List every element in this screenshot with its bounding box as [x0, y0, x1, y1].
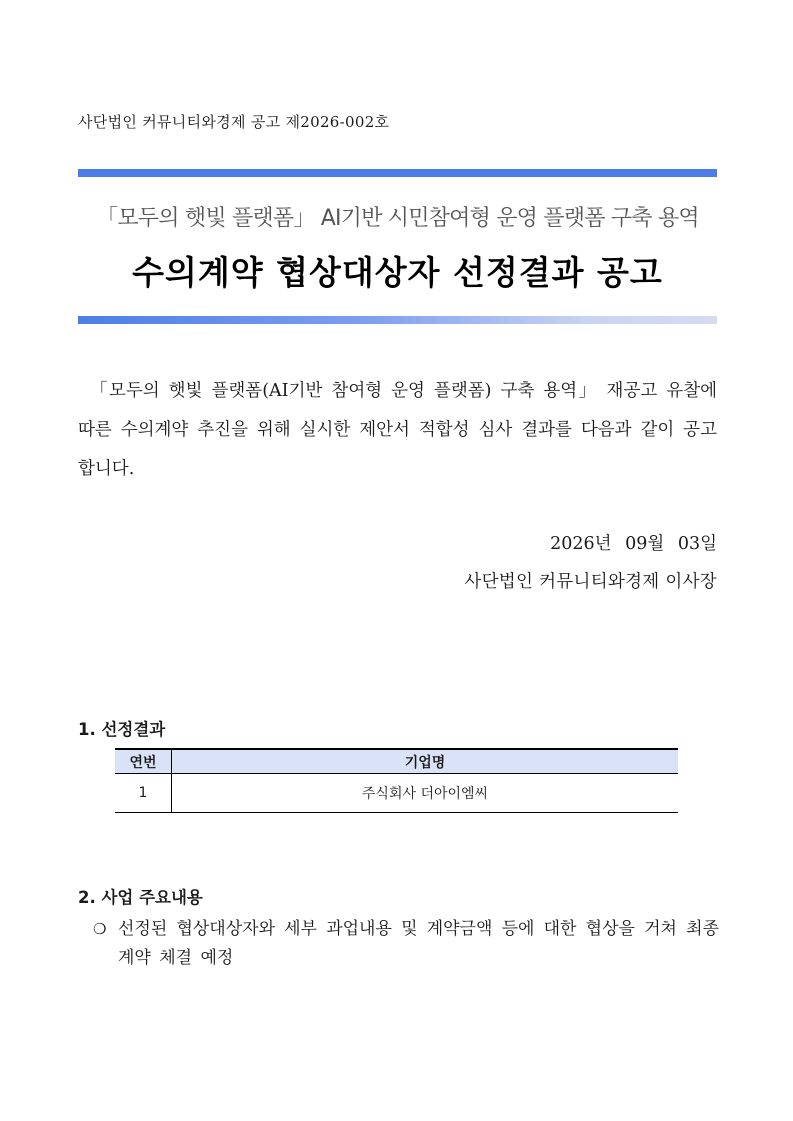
table-row	[115, 774, 678, 813]
bottom-divider-bar	[78, 316, 717, 324]
top-divider-bar	[78, 169, 717, 177]
section-heading-project-details: 2. 사업 주요내용	[78, 888, 203, 907]
cell-company: 주식회사 더아이엠씨	[172, 774, 679, 813]
notice-number: 사단법인 커뮤니티와경제 공고 제2026-002호	[78, 113, 390, 131]
bullet-text: 선정된 협상대상자와 세부 과업내용 및 계약금액 등에 대한 협상을 거쳐 최종 계약 체결 예정	[118, 919, 719, 968]
project-subtitle: 「모두의 햇빛 플랫폼」 AI기반 시민참여형 운영 플랫폼 구축 용역	[96, 206, 699, 231]
bullet-item	[93, 915, 719, 973]
body-paragraph: 「모두의 햇빛 플랫폼(AI기반 참여형 운영 플랫폼) 구축 용역」 재공고 유찰에 따른 수의계약 추진을 위해 실시한 제안서 적합성 심사 결과를 다음과 같이 공고합니다.	[78, 381, 717, 479]
section-heading-selection-result: 1. 선정결과	[78, 720, 166, 739]
column-header-company: 기업명	[172, 749, 679, 774]
announcement-date: 2026년 09월 03일	[550, 534, 717, 554]
circle-bullet-icon: ❍	[93, 920, 107, 938]
issuer-name: 사단법인 커뮤니티와경제 이사장	[464, 572, 717, 592]
cell-number: 1	[115, 774, 172, 813]
table-header-row	[115, 749, 678, 774]
column-header-number: 연번	[115, 749, 172, 774]
document-title: 수의계약 협상대상자 선정결과 공고	[132, 253, 663, 292]
selection-result-table	[115, 748, 678, 813]
